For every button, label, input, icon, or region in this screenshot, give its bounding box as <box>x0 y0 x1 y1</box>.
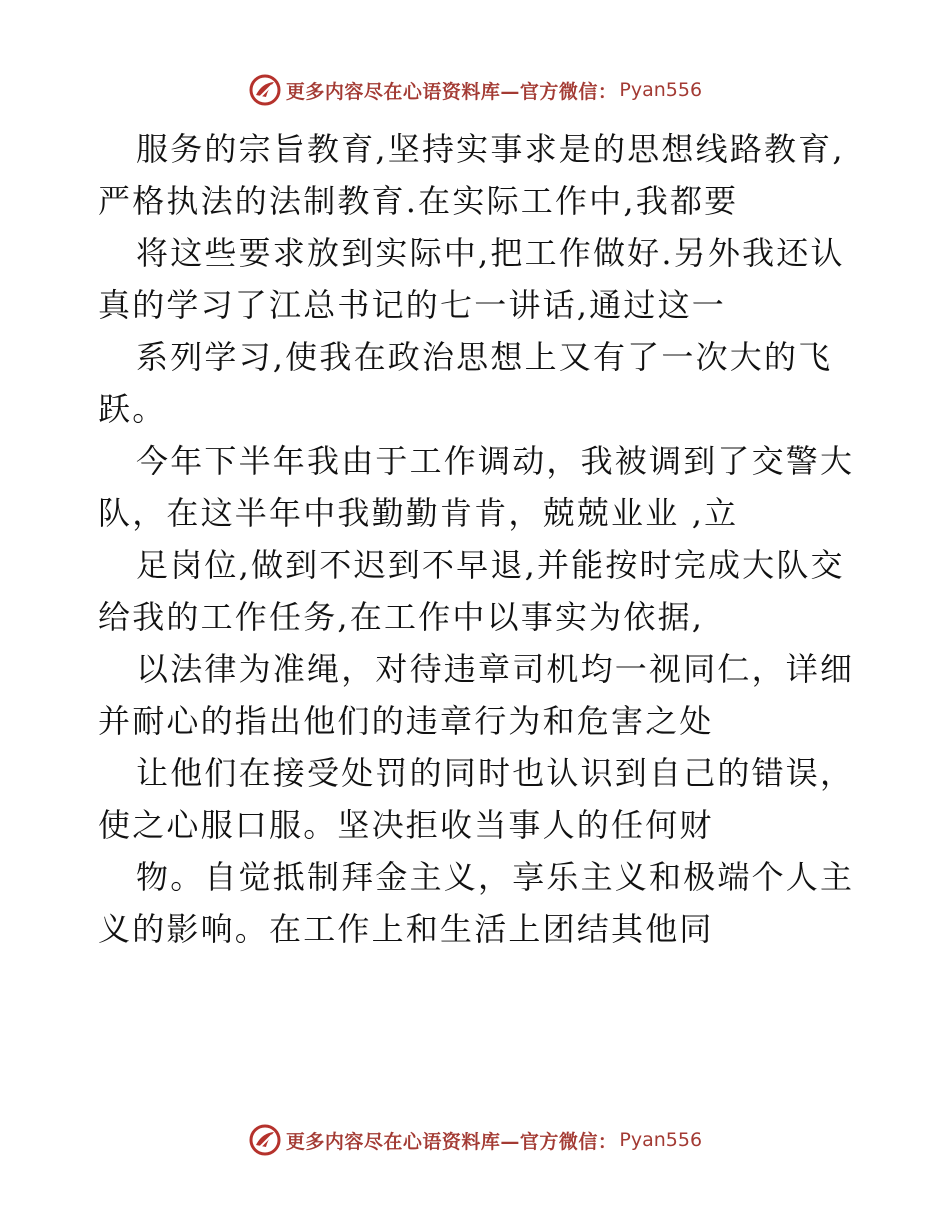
paragraph-line: 服务的宗旨教育,坚持实事求是的思想线路教育, <box>136 130 845 168</box>
paragraph-line: 义的影响。在工作上和生活上团结其他同 <box>98 910 714 948</box>
header-banner <box>0 70 950 110</box>
paragraph-line: 并耐心的指出他们的违章行为和危害之处 <box>98 702 714 740</box>
paragraph-line: 让他们在接受处罚的同时也认识到自己的错误， <box>136 754 855 792</box>
header-wechat-id: Pyan556 <box>619 79 703 101</box>
paragraph <box>98 851 858 955</box>
footer-wechat-id: Pyan556 <box>619 1129 703 1151</box>
header-banner-text: 更多内容尽在心语资料库—官方微信： <box>285 80 618 103</box>
paragraph-line: 系列学习,使我在政治思想上又有了一次大的飞 <box>136 338 833 376</box>
paragraph-line: 跃。 <box>98 390 167 428</box>
paragraph-line: 物。自觉抵制拜金主义，享乐主义和极端个人主 <box>136 858 855 896</box>
paragraph-line: 今年下半年我由于工作调动，我被调到了交警大 <box>136 442 855 480</box>
paragraph-line: 以法律为准绳，对待违章司机均一视同仁，详细 <box>136 650 855 688</box>
paragraph <box>98 643 858 747</box>
paragraph-line: 给我的工作任务,在工作中以事实为依据, <box>98 598 705 636</box>
footer-banner-text: 更多内容尽在心语资料库—官方微信： <box>285 1130 618 1153</box>
paragraph <box>98 227 858 331</box>
paragraph-line: 将这些要求放到实际中,把工作做好.另外我还认 <box>136 234 845 272</box>
document-body <box>98 123 858 955</box>
paragraph <box>98 435 858 539</box>
paragraph-line: 足岗位,做到不迟到不早退,并能按时完成大队交 <box>136 546 845 584</box>
paragraph <box>98 539 858 643</box>
paragraph-line: 严格执法的法制教育.在实际工作中,我都要 <box>98 182 739 220</box>
paragraph-line: 队，在这半年中我勤勤肯肯，兢兢业业 ,立 <box>98 494 739 532</box>
brand-logo-icon <box>248 1123 282 1157</box>
paragraph-line: 使之心服口服。坚决拒收当事人的任何财 <box>98 806 714 844</box>
paragraph <box>98 331 858 435</box>
paragraph <box>98 747 858 851</box>
paragraph <box>98 123 858 227</box>
brand-logo-icon <box>248 73 282 107</box>
footer-banner <box>0 1120 950 1160</box>
paragraph-line: 真的学习了江总书记的七一讲话,通过这一 <box>98 286 726 324</box>
